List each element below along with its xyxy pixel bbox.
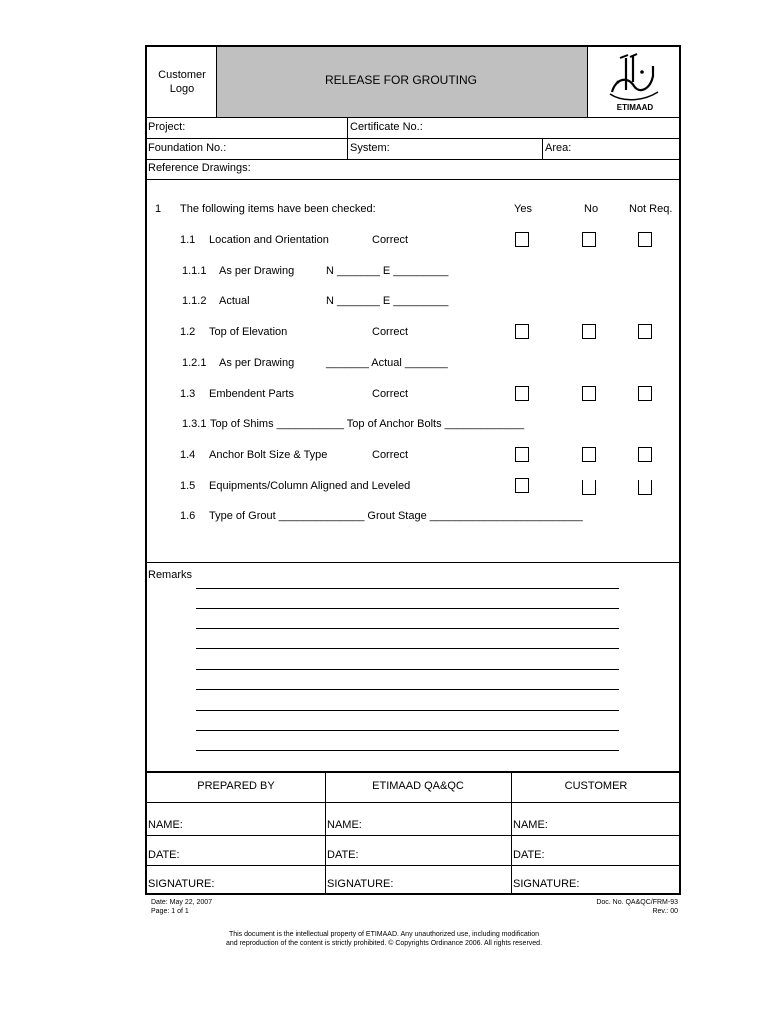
remarks-line[interactable] (196, 608, 619, 609)
item-number: 1.1 (180, 234, 196, 246)
prepared-date-field[interactable]: DATE: (148, 849, 180, 861)
reference-drawings-label: Reference Drawings: (148, 162, 251, 174)
no-checkbox[interactable] (582, 447, 596, 462)
item-label: Anchor Bolt Size & Type (209, 449, 328, 461)
not-req-checkbox[interactable] (638, 447, 652, 462)
prepared-name-field[interactable]: NAME: (148, 819, 183, 831)
item-fill-fields[interactable]: N _______ E _________ (326, 295, 449, 307)
item-fill-fields[interactable]: N _______ E _________ (326, 265, 449, 277)
item-label: Equipments/Column Aligned and Leveled (209, 480, 411, 492)
footer-page: Page: 1 of 1 (151, 908, 189, 915)
no-checkbox[interactable] (582, 386, 596, 401)
item-status: Correct (372, 326, 409, 338)
column-yes: Yes (514, 203, 532, 215)
item-number: 1.2 (180, 326, 196, 338)
no-checkbox[interactable] (582, 232, 596, 247)
item-number: 1.2.1 (182, 357, 207, 369)
item-number: 1.3.1 (182, 418, 207, 430)
item-number: 1.6 (180, 510, 196, 522)
divider (147, 865, 679, 866)
page-title: RELEASE FOR GROUTING (324, 73, 478, 87)
customer-date-field[interactable]: DATE: (513, 849, 545, 861)
not-req-checkbox[interactable] (638, 386, 652, 401)
remarks-line[interactable] (196, 750, 619, 751)
copyright-notice-line2: and reproduction of the content is strictly prohibited. © Copyrights Ordinance 2006. All rights reserved. (225, 940, 543, 947)
not-req-checkbox[interactable] (638, 324, 652, 339)
item-label: As per Drawing (219, 357, 295, 369)
divider (147, 138, 679, 139)
checklist-heading: The following items have been checked: (180, 203, 376, 215)
footer-doc-no: Doc. No. QA&QC/FRM-93 (596, 899, 678, 906)
customer-signature-field[interactable]: SIGNATURE: (513, 878, 580, 890)
area-label: Area: (545, 142, 572, 154)
copyright-notice-line1: This document is the intellectual property of ETIMAAD. Any unauthorized use, including modification (228, 931, 540, 938)
item-number: 1.1.2 (182, 295, 207, 307)
remarks-line[interactable] (196, 648, 619, 649)
item-label: Location and Orientation (209, 234, 329, 246)
divider (147, 771, 679, 773)
item-label[interactable]: Top of Shims ___________ Top of Anchor Bolts _____________ (210, 418, 525, 430)
customer-header: CUSTOMER (564, 780, 628, 792)
remarks-label: Remarks (148, 569, 193, 581)
divider (147, 802, 679, 803)
yes-checkbox[interactable] (515, 447, 529, 462)
item-number: 1.1.1 (182, 265, 207, 277)
footer-rev: Rev.: 00 (652, 908, 678, 915)
item-label: Actual (219, 295, 250, 307)
system-label: System: (350, 142, 390, 154)
yes-checkbox[interactable] (515, 478, 529, 493)
yes-checkbox[interactable] (515, 232, 529, 247)
divider (147, 562, 679, 563)
qaqc-signature-field[interactable]: SIGNATURE: (327, 878, 394, 890)
item-label: Top of Elevation (209, 326, 288, 338)
certificate-label: Certificate No.: (350, 121, 423, 133)
item-label: Embendent Parts (209, 388, 294, 400)
item-number: 1.5 (180, 480, 196, 492)
column-not-req: Not Req. (629, 203, 673, 215)
item-status: Correct (372, 388, 409, 400)
divider (147, 159, 679, 160)
divider (147, 835, 679, 836)
item-label: As per Drawing (219, 265, 295, 277)
prepared-signature-field[interactable]: SIGNATURE: (148, 878, 215, 890)
yes-checkbox[interactable] (515, 324, 529, 339)
no-checkbox[interactable] (582, 480, 596, 495)
customer-logo-label-2: Logo (169, 83, 195, 95)
item-number: 1.3 (180, 388, 196, 400)
divider (147, 179, 679, 180)
item-status: Correct (372, 449, 409, 461)
yes-checkbox[interactable] (515, 386, 529, 401)
project-label: Project: (148, 121, 186, 133)
divider (147, 117, 679, 118)
remarks-line[interactable] (196, 669, 619, 670)
qaqc-date-field[interactable]: DATE: (327, 849, 359, 861)
remarks-line[interactable] (196, 689, 619, 690)
no-checkbox[interactable] (582, 324, 596, 339)
item-number: 1.4 (180, 449, 196, 461)
divider (542, 138, 543, 159)
customer-logo-label-1: Customer (158, 69, 206, 81)
item-label[interactable]: Type of Grout ______________ Grout Stage _________________________ (209, 510, 583, 522)
not-req-checkbox[interactable] (638, 232, 652, 247)
qaqc-name-field[interactable]: NAME: (327, 819, 362, 831)
remarks-line[interactable] (196, 710, 619, 711)
foundation-label: Foundation No.: (148, 142, 227, 154)
remarks-line[interactable] (196, 628, 619, 629)
brand-name: ETIMAAD (616, 103, 654, 112)
remarks-line[interactable] (196, 730, 619, 731)
not-req-checkbox[interactable] (638, 480, 652, 495)
prepared-by-header: PREPARED BY (197, 780, 275, 792)
footer-date: Date: May 22, 2007 (151, 899, 213, 906)
customer-name-field[interactable]: NAME: (513, 819, 548, 831)
remarks-line[interactable] (196, 588, 619, 589)
column-no: No (584, 203, 599, 215)
item-status: Correct (372, 234, 409, 246)
checklist-number: 1 (155, 203, 162, 215)
item-fill-fields[interactable]: _______ Actual _______ (326, 357, 448, 369)
etimaad-qaqc-header: ETIMAAD QA&QC (372, 780, 464, 792)
